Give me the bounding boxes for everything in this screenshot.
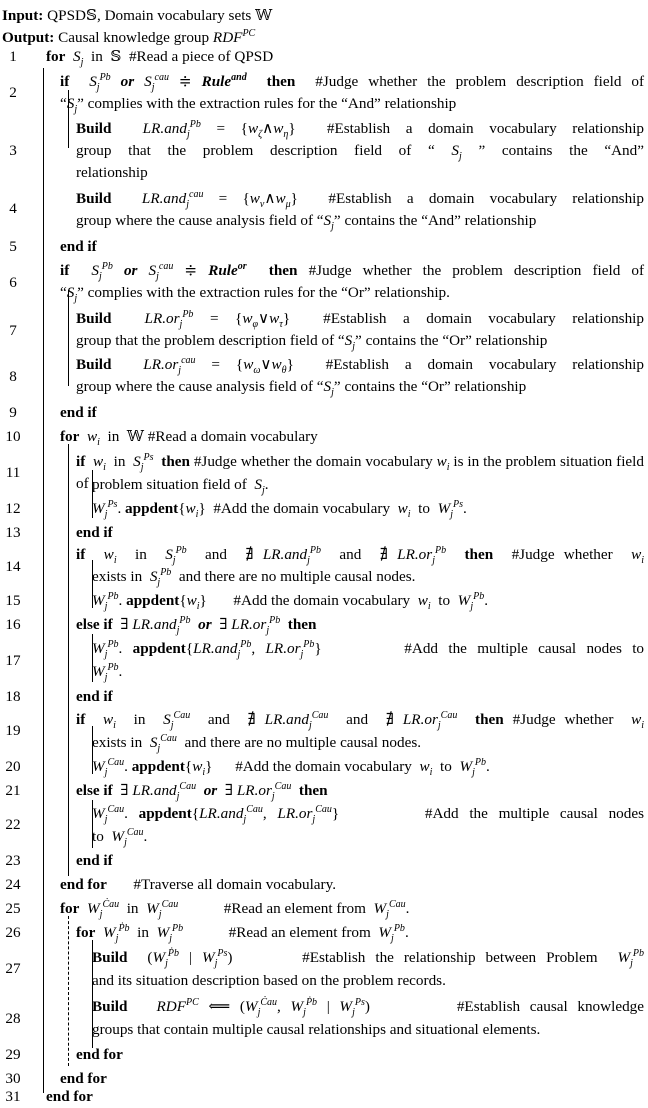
- line-29: end for: [76, 1046, 123, 1063]
- line-number: 27: [5, 960, 21, 977]
- line-11: if $w_i$ in $S_j^{Ps}$ then #Judge whether the domain vocabulary $w_i$ is in the problem situation field of: [76, 451, 644, 492]
- line-number: 22: [5, 816, 21, 833]
- line-number: 9: [9, 404, 17, 421]
- line-number: 1: [9, 48, 17, 65]
- input-text: QPSD𝕊, Domain vocabulary sets 𝕎: [47, 7, 273, 24]
- line-8-cont: group where the cause analysis field of “$S_j$” contains the “Or” relationship: [76, 378, 527, 399]
- line-number: 25: [5, 900, 21, 917]
- line-4-cont: group where the cause analysis field of “$S_j$” contains the “And” relationship: [76, 212, 537, 233]
- line-23: end if: [76, 852, 113, 869]
- line-17-cont: $W_j^{Pb}$.: [92, 661, 123, 684]
- line-number: 10: [5, 428, 21, 445]
- line-15: $W_j^{Pb}$. $appdent\{w_i\}$ #Add the domain vocabulary $w_i$ to $W_j^{Pb}$.: [92, 590, 489, 613]
- line-7: Build $LR.or_j^{Pb}$ = $\{w_\varphi\vee w_\tau\}$ #Establish a domain vocabulary relationship: [76, 308, 644, 331]
- line-7-cont: group that the problem description field of “$S_j$” contains the “Or” relationship: [76, 332, 548, 353]
- line-9: end if: [60, 404, 97, 421]
- line-number: 20: [5, 758, 21, 775]
- line-21: else if ∃ LR.and$_j^{Cau}$ or ∃ $LR.or_j^{Cau}$ then: [76, 780, 328, 803]
- line-27-cont: and its situation description based on the problem records.: [92, 972, 446, 989]
- indent-bar-for-25: [68, 916, 69, 1066]
- line-number: 8: [9, 368, 17, 385]
- line-13: end if: [76, 524, 113, 541]
- line-14: if $w_i$ in $S_j^{Pb}$ and ∄ LR.and$_j^{Pb}$ and ∄ $LR.or_j^{Pb}$ then #Judge whether $w_i$: [76, 544, 645, 567]
- line-number: 31: [5, 1088, 21, 1105]
- line-5: end if: [60, 238, 97, 255]
- line-3: Build $LR.and_j^{Pb} = \{w_\zeta\wedge w_\eta\}$ #Establish a domain vocabulary relationship: [76, 118, 645, 141]
- line-11-cont: problem situation field of $S_j$.: [92, 476, 269, 497]
- line-2-cont: “$S_j$” complies with the extraction rules for the “And” relationship: [60, 95, 457, 116]
- line-12: $W_j^{Ps}$. $appdent\{w_i\}$ #Add the domain vocabulary $w_i$ to $W_j^{Ps}$.: [92, 498, 467, 521]
- line-number: 5: [9, 238, 17, 255]
- input-line: [2, 6, 272, 26]
- line-19-cont: exists in $S_j^{Cau}$ and there are no multiple causal nodes.: [92, 732, 422, 755]
- line-3-cont2: relationship: [76, 164, 148, 181]
- line-number: 3: [9, 142, 17, 159]
- line-number: 16: [5, 616, 21, 633]
- output-text: Causal knowledge group $RDF^{PC}$: [58, 27, 256, 46]
- line-6: if $S_j^{Pb}$ or $S_j^{cau}$ ≑ Rule$^{or}$ then #Judge whether the problem description field of: [60, 260, 645, 283]
- line-number: 17: [5, 652, 21, 669]
- line-number: 29: [5, 1046, 21, 1063]
- line-number: 7: [9, 322, 17, 339]
- line-number: 14: [5, 558, 21, 575]
- line-number: 21: [5, 782, 21, 799]
- line-31: end for: [46, 1088, 93, 1105]
- comment-1: #Read a piece of QPSD: [128, 48, 274, 65]
- indent-bar-for-10: [68, 444, 69, 876]
- line-number: 6: [9, 274, 17, 291]
- line-4: Build $LR.and_j^{cau} = \{w_\nu\wedge w_\mu\}$ #Establish a domain vocabulary relationship: [76, 188, 644, 211]
- line-number: 11: [5, 464, 21, 481]
- line-number: 18: [5, 688, 21, 705]
- indent-bar-if-6: [68, 290, 69, 386]
- line-3-cont: group that the problem description field of “ $S_j$ ” contains the “And”: [76, 142, 644, 163]
- line-2: if $S_j^{Pb}$ or $S_j^{cau}$ ≑ Rule$^{and}$ then #Judge whether the problem description field of: [60, 71, 645, 94]
- line-number: 23: [5, 852, 21, 869]
- line-28: Build $RDF^{PC}$ ⟸ ($W_j^{Ċau}$, $W_j^{Ṗb}$ | $W_j^{Ps}$) #Establish causal knowledge: [92, 996, 645, 1019]
- line-number: 2: [9, 84, 17, 101]
- line-22-cont: to $W_j^{Cau}$.: [92, 826, 148, 849]
- line-26: for $W_j^{Ṗb}$ in $W_j^{Pb}$ #Read an element from $W_j^{Pb}$.: [76, 922, 409, 945]
- line-24: end for #Traverse all domain vocabulary.: [60, 876, 336, 893]
- line-19: if $w_i$ in $S_j^{Cau}$ and ∄ LR.and$_j^{Cau}$ and ∄ $LR.or_j^{Cau}$ then #Judge whether $w_i$: [76, 709, 645, 732]
- line-number: 13: [5, 524, 21, 541]
- line-number: 28: [5, 1010, 21, 1027]
- line-number: 30: [5, 1070, 21, 1087]
- line-number: 26: [5, 924, 21, 941]
- line-28-cont: groups that contain multiple causal relationships and situational elements.: [92, 1021, 541, 1038]
- output-label: Output:: [2, 29, 55, 46]
- output-line: [2, 28, 255, 48]
- line-20: $W_j^{Cau}$. $appdent\{w_i\}$ #Add the domain vocabulary $w_i$ to $W_j^{Pb}$.: [92, 756, 490, 779]
- line-6-cont: “$S_j$” complies with the extraction rules for the “Or” relationship.: [60, 284, 450, 305]
- line-18: end if: [76, 688, 113, 705]
- line-27: Build ($W_j^{Ṗb}$ | $W_j^{Ps}$) #Establish the relationship between Problem $W_j^{Pb}$: [92, 947, 645, 970]
- line-16: else if ∃ LR.and$_j^{Pb}$ or ∃ $LR.or_j^{Pb}$ then: [76, 614, 317, 637]
- line-22: $W_j^{Cau}$. appdent{LR.and$_j^{Cau}$, $LR.or_j^{Cau}$} #Add the multiple causal nodes: [92, 803, 645, 826]
- line-1: for $S_j$ in 𝕊 #Read a piece of QPSD: [46, 48, 274, 69]
- indent-bar-for-1: [43, 68, 44, 1093]
- line-10: for $w_i$ in 𝕎 #Read a domain vocabulary: [60, 428, 318, 449]
- line-14-cont: exists in $S_j^{Pb}$ and there are no multiple causal nodes.: [92, 566, 416, 589]
- line-17: $W_j^{Pb}$. appdent{LR.and$_j^{Pb}$, $LR.or_j^{Pb}$} #Add the multiple causal nodes to: [92, 638, 645, 661]
- line-number: 15: [5, 592, 21, 609]
- line-number: 24: [5, 876, 21, 893]
- line-30: end for: [60, 1070, 107, 1087]
- line-25: for $W_j^{Ċau}$ in $W_j^{Cau}$ #Read an element from $W_j^{Cau}$.: [60, 898, 410, 921]
- line-number: 19: [5, 722, 21, 739]
- line-8: Build $LR.or_j^{cau}$ = $\{w_\omega\vee w_\theta\}$ #Establish a domain vocabulary relationship: [76, 354, 644, 377]
- line-number: 12: [5, 500, 21, 517]
- line-number: 4: [9, 200, 17, 217]
- input-label: Input:: [2, 7, 44, 24]
